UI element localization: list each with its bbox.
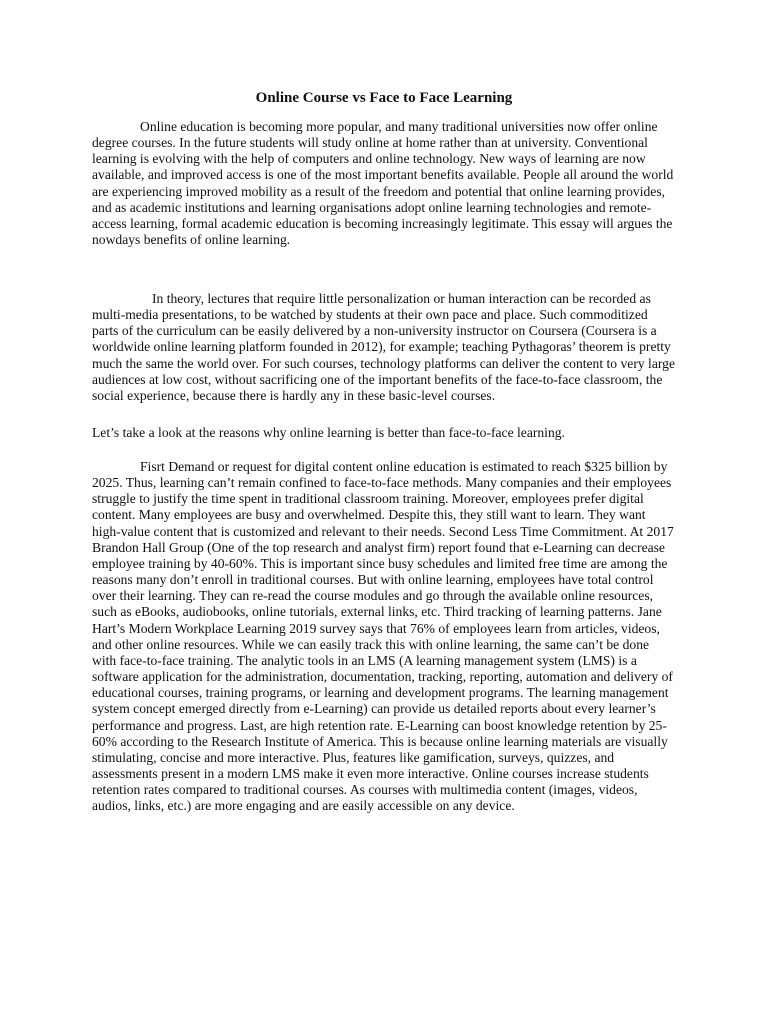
paragraph-introduction <box>92 119 676 248</box>
paragraph-text: Online education is becoming more popular, and many traditional universities now offer online degree courses. In the future students will study online at home rather than at university. Conventional learning is evolving with the help of computers and online technology. New ways of learning are now available, and improved access is one of the most important benefits available. People all around the world are experiencing improved mobility as a result of the freedom and potential that online learning provides, and as academic institutions and learning organisations adopt online learning technologies and remote-access learning, formal academic education is becoming increasingly legitimate. This essay will argues the nowdays benefits of online learning. <box>92 119 674 248</box>
paragraph-text: Let’s take a look at the reasons why online learning is better than face-to-face learning. <box>92 425 565 440</box>
paragraph-text: Fisrt Demand or request for digital content online education is estimated to reach $325 billion by 2025. Thus, learning can’t remain confined to face-to-face methods. Many companies and their employees struggle to justify the time spent in traditional classroom training. Moreover, employees prefer digital content. Many employees are busy and overwhelmed. Despite this, they still want to learn. They want high-value content that is customized and relevant to their needs. Second Less Time Commitment. At 2017 Brandon Hall Group (One of the top research and analyst firm) report found that e-Learning can decrease employee training by 40-60%. This is important since busy schedules and limited free time are among the reasons many don’t enroll in traditional courses. But with online learning, employees have total control over their learning. They can re-read the course modules and go through the available online resources, such as eBooks, audiobooks, online tutorials, external links, etc. Third tracking of learning patterns. Jane Hart’s Modern Workplace Learning 2019 survey says that 76% of employees learn from articles, videos, and other online resources. While we can easily track this with online learning, the same can’t be done with face-to-face training. The analytic tools in an LMS (A learning management system (LMS) is a software application for the administration, documentation, tracking, reporting, automation and delivery of educational courses, training programs, or learning and development programs. The learning management system concept emerged directly from e-Learning) can provide us detailed reports about every learner’s performance and progress. Last, are high retention rate. E-Learning can boost knowledge retention by 25-60% according to the Research Institute of America. This is because online learning materials are visually stimulating, concise and more interactive. Plus, features like gamification, surveys, quizzes, and assessments present in a modern LMS make it even more interactive. Online courses increase students retention rates compared to traditional courses. As courses with multimedia content (images, videos, audios, links, etc.) are more engaging and are easily accessible on any device. <box>92 459 674 814</box>
paragraph-reasons <box>92 459 676 814</box>
paragraph-text: In theory, lectures that require little personalization or human interaction can be recorded as multi-media presentations, to be watched by students at their own pace and place. Such commoditized parts of the curriculum can be easily delivered by a non-university instructor on Coursera (Coursera is a worldwide online learning platform founded in 2012), for example; teaching Pythagoras’ theorem is pretty much the same the world over. For such courses, technology platforms can deliver the content to very large audiences at low cost, without sacrificing one of the important benefits of the face-to-face classroom, the social experience, because there is hardly any in these basic-level courses. <box>92 291 675 403</box>
paragraph-transition <box>92 425 676 441</box>
paragraph-theory <box>92 291 676 404</box>
document-title: Online Course vs Face to Face Learning <box>255 90 513 106</box>
